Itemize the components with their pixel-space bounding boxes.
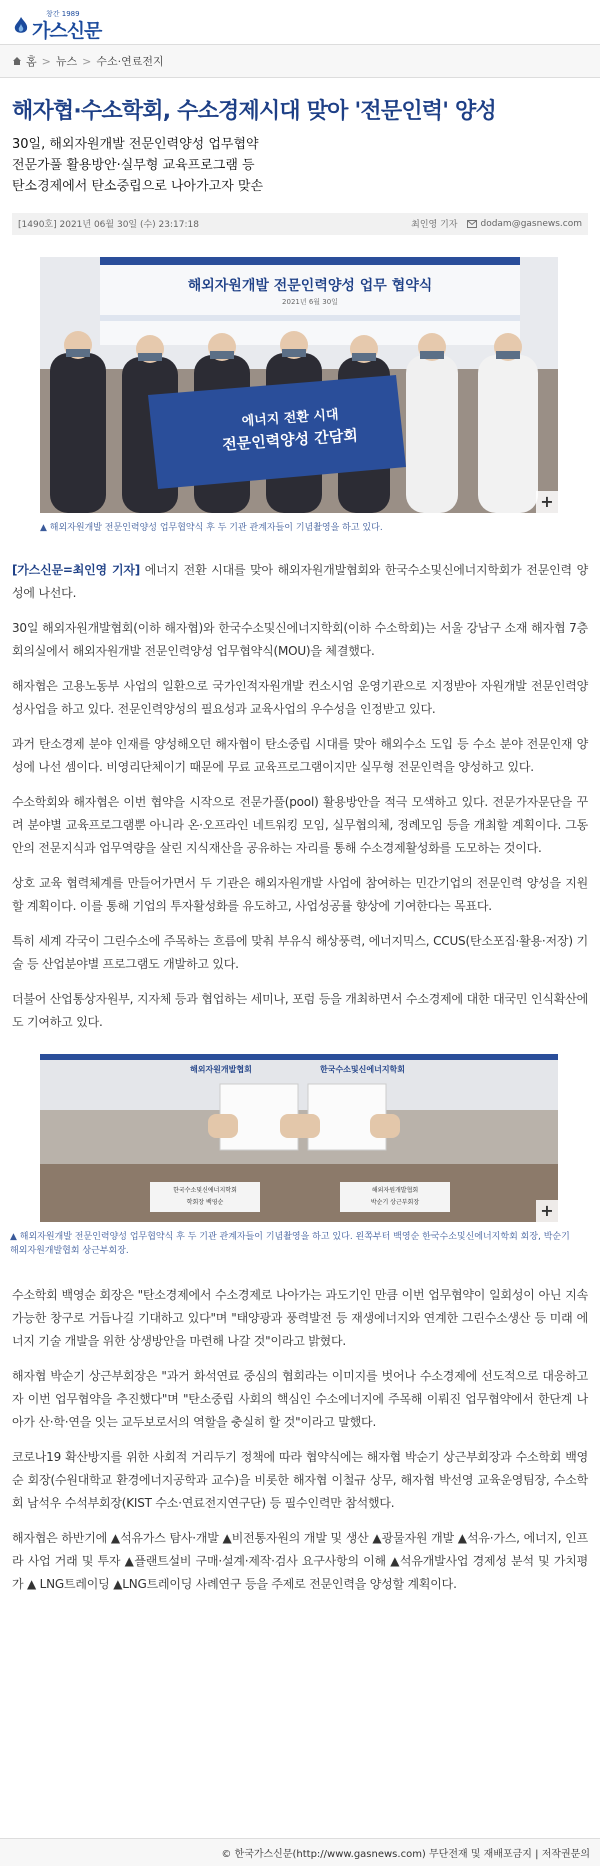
group-photo-illustration [40, 257, 558, 513]
article-paragraph: 상호 교육 협력체계를 만들어가면서 두 기관은 해외자원개발 사업에 참여하는 민간기업의 전문인력 양성을 지원할 계획이다. 이를 통해 기업의 투자활성화를 유도하고, 사업성공률 향상에 기여한다는 목표다. [12, 875, 588, 913]
home-icon [12, 56, 22, 66]
site-header [0, 0, 600, 44]
article-paragraph: 해자협 박순기 상근부회장은 "과거 화석연료 중심의 협회라는 이미지를 벗어나 수소경제에 선도적으로 대응하고자 이번 업무협약을 추진했다"며 "탄소중립 사회의 핵심인 수소에너지에 주목해 이뤄진 업무협약에서 한단계 나아가 산·학·연을 잇는 교두보로서의 역할을 충실히 할 것"이라고 말했다. [12, 1368, 588, 1429]
signing-photo-illustration [40, 1054, 558, 1222]
copyright-text: © 한국가스신문(http://www.gasnews.com) 무단전재 및 재배포금지 | 저작권문의 [221, 1849, 590, 1860]
photo2-banner-right: 한국수소및신에너지학회 [320, 1064, 406, 1074]
article-paragraph [12, 559, 588, 605]
nameplate-right-name: 박순기 상근부회장 [370, 1198, 420, 1206]
photo-banner-date: 2021년 6월 30일 [282, 297, 338, 306]
logo-since: 창간 1989 [46, 10, 80, 18]
breadcrumb-separator: > [41, 54, 51, 68]
article-subtitles [12, 134, 588, 197]
nameplate-right-org: 해외자원개발협회 [371, 1186, 419, 1194]
article-paragraph: 해자협은 고용노동부 사업의 일환으로 국가인적자원개발 컨소시엄 운영기관으로 지정받아 자원개발 전문인력양성사업을 하고 있다. 전문인력양성의 필요성과 교육사업의 우수성을 인정받고 있다. [12, 678, 588, 716]
article-paragraph: 수소학회 백영순 회장은 "탄소경제에서 수소경제로 나아가는 과도기인 만큼 이번 업무협약이 일회성이 아닌 지속가능한 창구로 거듭나길 기대하고 있다"며 "태양광과 풍력발전 등 재생에너지와 연계한 그린수소생산 등 미래 에너지 기술 개발을 위한 상생방안을 마련해 나갈 것"이라고 밝혔다. [12, 1287, 588, 1348]
photo-sign-line1: 에너지 전환 시대 [241, 407, 340, 429]
photo-sign-line2: 전문인력양성 간담회 [221, 425, 359, 454]
article-title: 해자협·수소학회, 수소경제시대 맞아 '전문인력' 양성 [12, 99, 496, 124]
photo-1-caption: ▲ 해외자원개발 전문인력양성 업무협약식 후 두 기관 관계자들이 기념촬영을 하고 있다. [40, 522, 383, 533]
photo-1-image[interactable] [40, 257, 558, 513]
article-paragraph: 코로나19 확산방지를 위한 사회적 거리두기 정책에 따라 협약식에는 해자협 박순기 상근부회장과 수소학회 백영순 회장(수원대학교 환경에너지공학과 교수)을 비롯한 해자협 이철규 상무, 해자협 박선영 교육운영팀장, 수소학회 남석우 수석부회장(KIST 수소·연료전지연구단) 등 필수인력만 참석했다. [12, 1449, 588, 1510]
subtitle-line: 전문가풀 활용방안·실무형 교육프로그램 등 [12, 157, 255, 173]
copyright-footer [0, 1838, 600, 1866]
photo-banner-title: 해외자원개발 전문인력양성 업무 협약식 [187, 277, 433, 294]
flame-logo-icon [12, 16, 30, 36]
reporter-email[interactable]: dodam@gasnews.com [480, 218, 582, 229]
article-photo-2 [10, 1054, 570, 1258]
nameplate-left-name: 학회장 백영순 [186, 1198, 224, 1206]
breadcrumb [0, 44, 600, 78]
article-photo-1 [40, 257, 558, 535]
subtitle-line: 탄소경제에서 탄소중립으로 나아가고자 맞손 [12, 178, 263, 194]
article-paragraph: 더불어 산업통상자원부, 지자체 등과 협업하는 세미나, 포럼 등을 개최하면서 수소경제에 대한 대국민 인식확산에도 기여하고 있다. [12, 991, 588, 1029]
mail-icon [467, 220, 477, 228]
photo2-banner-left: 해외자원개발협회 [190, 1064, 252, 1074]
nameplate-left-org: 한국수소및신에너지학회 [173, 1186, 237, 1194]
zoom-plus-button[interactable]: + [536, 1200, 558, 1222]
photo-2-caption: ▲ 해외자원개발 전문인력양성 업무협약식 후 두 기관 관계자들이 기념촬영을 하고 있다. 왼쪽부터 백영순 한국수소및신에너지학회 회장, 박순기 해외자원개발협회 상근부회장. [10, 1231, 570, 1256]
reporter-name: 최인영 기자 [411, 220, 458, 230]
photo-2-image[interactable] [40, 1054, 558, 1222]
breadcrumb-news[interactable]: 뉴스 [55, 55, 78, 68]
article-paragraph: 특히 세계 각국이 그린수소에 주목하는 흐름에 맞춰 부유식 해상풍력, 에너지믹스, CCUS(탄소포집·활용·저장) 기술 등 산업분야별 프로그램도 개발하고 있다. [12, 933, 588, 971]
article-paragraph: 과거 탄소경제 분야 인재를 양성해오던 해자협이 탄소중립 시대를 맞아 해외수소 도입 등 수소 분야 전문인재 양성에 나선 셈이다. 비영리단체이기 때문에 무료 교육프로그램이지만 실무형 전문인력을 양성하고 있다. [12, 736, 588, 774]
breadcrumb-home[interactable]: 홈 [26, 55, 37, 68]
paragraph-text: 에너지 전환 시대를 맞아 해외자원개발협회와 한국수소및신에너지학회가 전문인력 양성에 나선다. [12, 562, 588, 600]
zoom-plus-button[interactable]: + [536, 491, 558, 513]
breadcrumb-separator: > [82, 54, 92, 68]
article-paragraph: 30일 해외자원개발협회(이하 해자협)와 한국수소및신에너지학회(이하 수소학회)는 서울 강남구 소재 해자협 7층 회의실에서 해외자원개발 전문인력양성 업무협약식(MOU)을 체결했다. [12, 620, 588, 658]
article-paragraph: 수소학회와 해자협은 이번 협약을 시작으로 전문가풀(pool) 활용방안을 적극 모색하고 있다. 전문가자문단을 꾸려 분야별 교육프로그램뿐 아니라 온·오프라인 네트워킹 모임, 실무협의체, 정례모임 등을 개최할 계획이다. 그동안의 전문지식과 업무역량을 살린 지식재산을 공유하는 자리를 통해 수소경제활성화를 도모하는 것이다. [12, 794, 588, 855]
subtitle-line: 30일, 해외자원개발 전문인력양성 업무협약 [12, 136, 259, 152]
breadcrumb-hydrogen[interactable]: 수소·연료전지 [96, 55, 164, 68]
issue-number: [1490호] [18, 220, 57, 230]
byline: [가스신문=최인영 기자] [12, 562, 141, 577]
article-meta [12, 213, 588, 235]
article-paragraph: 해자협은 하반기에 ▲석유가스 탐사·개발 ▲비전통자원의 개발 및 생산 ▲광물자원 개발 ▲석유·가스, 에너지, 인프라 사업 거래 및 투자 ▲플랜트설비 구매·설계·제작·검사 요구사항의 이해 ▲석유개발사업 경제성 분석 및 가치평가 ▲ LNG트레이딩 ▲LNG트레이딩 사례연구 등을 주제로 전문인력을 양성할 계획이다. [12, 1530, 588, 1591]
logo-text: 가스신문 [32, 20, 102, 42]
publish-datetime: 2021년 06월 30일 (수) 23:17:18 [59, 220, 199, 230]
